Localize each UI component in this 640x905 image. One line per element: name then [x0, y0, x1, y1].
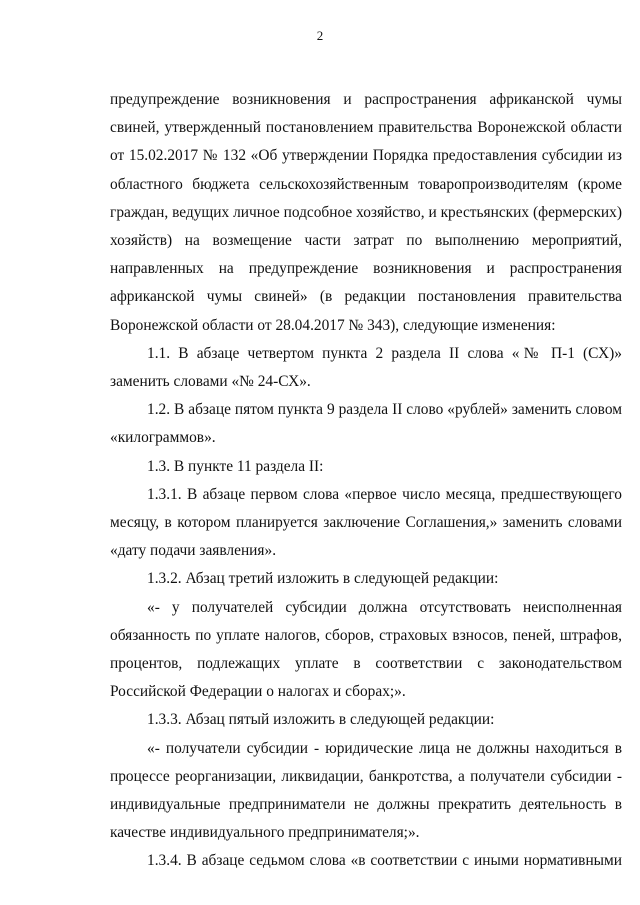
paragraph-1-3-2: 1.3.2. Абзац третий изложить в следующей редакции: [147, 570, 499, 588]
paragraph-1-2: 1.2. В абзаце пятом пункта 9 раздела II слово «рублей» заменить словом «килограммов». [110, 401, 622, 447]
paragraph-1-3-1: 1.3.1. В абзаце первом слова «первое число месяца, предшествующего месяцу, в котором планируется заключение Соглашения,» заменить словами «дату подачи заявления». [110, 485, 622, 560]
page-number: 2 [316, 28, 324, 43]
paragraph-quote-2: «- получатели субсидии - юридические лица не должны находиться в процессе реорганизации, ликвидации, банкротства, а получатели субсидии - индивидуальные предприниматели не должны прекратить деятельность в качестве индивидуального предпринимателя;». [110, 739, 622, 842]
paragraph-quote-1: «- у получателей субсидии должна отсутствовать неисполненная обязанность по уплате налогов, сборов, страховых взносов, пеней, штрафов, процентов, подлежащих уплате в соответствии с законодательством Российской Федерации о налогах и сборах;». [110, 598, 622, 701]
paragraph-1-3-3: 1.3.3. Абзац пятый изложить в следующей редакции: [147, 711, 495, 729]
paragraph-1-1: 1.1. В абзаце четвертом пункта 2 раздела II слова «№ П-1 (СХ)» заменить словами «№ 24-СХ». [110, 344, 622, 391]
document-body [110, 86, 622, 876]
paragraph-1-3-4: 1.3.4. В абзаце седьмом слова «в соответствии с иными нормативными [147, 852, 622, 870]
paragraph-intro-continuation: предупреждение возникновения и распространения африканской чумы свиней, утвержденный постановлением правительства Воронежской области от 15.02.2017 № 132 «Об утверждении Порядка предоставления субсидии из областного бюджета сельскохозяйственным товаропроизводителям (кроме граждан, ведущих личное подсобное хозяйство, и крестьянских (фермерских) хозяйств) на возмещение части затрат по выполнению мероприятий, направленных на предупреждение возникновения и распространения африканской чумы свиней» (в редакции постановления правительства Воронежской области от 28.04.2017 № 343), следующие изменения: [110, 91, 622, 334]
paragraph-1-3: 1.3. В пункте 11 раздела II: [147, 457, 324, 475]
